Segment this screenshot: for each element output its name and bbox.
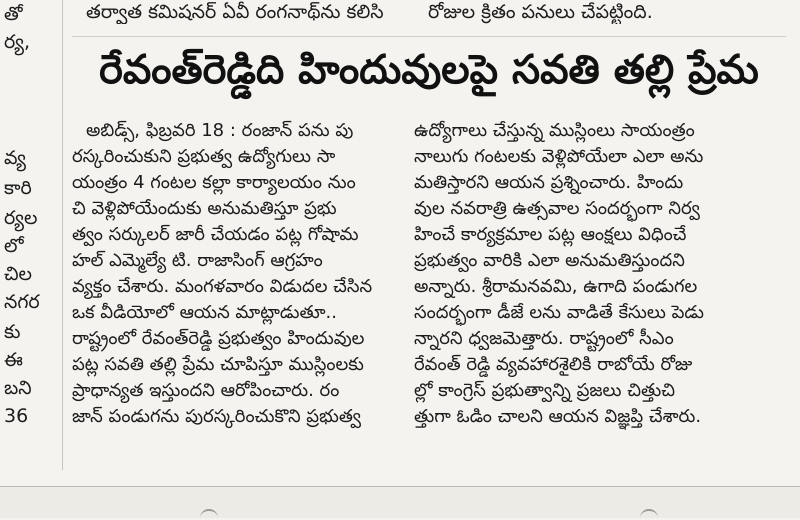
headline: రేవంత్‌రెడ్డిది హిందువులపై సవతి తల్లి ప్రేమ — [99, 47, 759, 93]
edge-text-line: చిల — [4, 263, 33, 285]
article-column-right — [414, 118, 764, 470]
article-line: రస్కరించుకుని ప్రభుత్వ ఉద్యోగులు సా — [72, 146, 336, 167]
article-line: వ్యక్తం చేశారు. మంగళవారం విడుదల చేసిన — [72, 276, 373, 297]
article-line: చి వెళ్లిపోయేందుకు అనుమతిస్తూ ప్రభు — [72, 198, 337, 219]
article-line: ల్లో కాంగ్రెస్ ప్రభుత్వాన్ని ప్రజలు చిత్తుచి — [414, 380, 676, 401]
edge-text-line: ర్యల — [4, 207, 38, 229]
article-line: అన్నారు. శ్రీరామనవమి, ఉగాది పండుగల — [414, 276, 698, 297]
article-line: ప్రభుత్వం వారికి ఎలా అనుమతిస్తుందని — [414, 250, 685, 271]
article-line: న్నారని ధ్వజమెత్తారు. రాష్ట్రంలో సీఎం — [414, 328, 674, 349]
article-line: పట్ల సవతి తల్లి ప్రేమ చూపిస్తూ ముస్లింలకు — [72, 354, 364, 375]
article-line: హల్ ఎమ్మెల్యే టి. రాజాసింగ్ ఆగ్రహం — [72, 250, 323, 271]
article-line: జాన్ పండుగను పురస్కరించుకొని ప్రభుత్వ — [72, 406, 361, 427]
edge-text-line: లో — [4, 235, 24, 257]
article-line: ఒక వీడియోలో ఆయన మాట్లాడుతూ.. — [72, 302, 337, 323]
article-line: ఉద్యోగాలు చేస్తున్న ముస్లింలు సాయంత్రం — [414, 120, 695, 141]
edge-text-line: నగర — [4, 291, 40, 313]
partial-glyph-mark — [200, 509, 218, 520]
adjacent-column-fragment — [0, 0, 54, 470]
edge-text-line: వ్య — [4, 147, 27, 169]
edge-text-line: తో — [4, 3, 23, 25]
headline-container — [72, 36, 786, 103]
article-line: ప్రాధాన్యత ఇస్తుందని ఆరోపించారు. రం — [72, 380, 340, 401]
article-line: వుల నవరాత్రి ఉత్సవాల సందర్భంగా నిర్వ — [414, 198, 700, 219]
article-column-left — [72, 118, 394, 470]
article-line: త్తుగా ఓడిం చాలని ఆయన విజ్ఞప్తి చేశారు. — [414, 406, 702, 427]
next-article-strip — [0, 487, 800, 518]
edge-text-line: 36 — [4, 405, 29, 427]
article-line: మతిస్తారని ఆయన ప్రశ్నించారు. హిందు — [414, 172, 684, 193]
article-line: యంత్రం 4 గంటల కల్లా కార్యాలయం నుం — [72, 172, 356, 193]
article-line: నాలుగు గంటలకు వెళ్లిపోయేలా ఎలా అను — [414, 146, 704, 167]
edge-text-line: బని — [4, 377, 32, 399]
column-divider — [62, 0, 63, 470]
edge-text-line: కు — [4, 321, 21, 343]
edge-text-line: ర్య, — [4, 31, 31, 53]
article-line: రేవంత్ రెడ్డి వ్యవహారశైలికి రాబోయే రోజు — [414, 354, 693, 375]
article-line: త్వం సర్కులర్ జారీ చేయడం పట్ల గోషామ — [72, 224, 359, 245]
carryover-text-right: రోజుల క్రితం పనులు చేపట్టింది. — [428, 1, 653, 23]
article-line: రాష్ట్రంలో రేవంత్‌రెడ్డి ప్రభుత్వం హిందువుల — [72, 328, 365, 349]
partial-glyph-mark — [640, 509, 658, 520]
carryover-text-left: తర్వాత కమిషనర్ ఏవీ రంగనాథ్‌ను కలిసి — [86, 1, 384, 23]
edge-text-line: కారి — [4, 177, 32, 199]
article-line: సందర్భంగా డీజే లను వాడితే కేసులు పెడు — [414, 302, 704, 323]
edge-text-line: ఈ — [4, 349, 23, 371]
article-line: హించే కార్యక్రమాల పట్ల ఆంక్షలు విధించే — [414, 224, 687, 245]
article-line: అబిడ్స్, ఫిబ్రవరి 18 : రంజాన్ పను పు — [86, 120, 354, 141]
